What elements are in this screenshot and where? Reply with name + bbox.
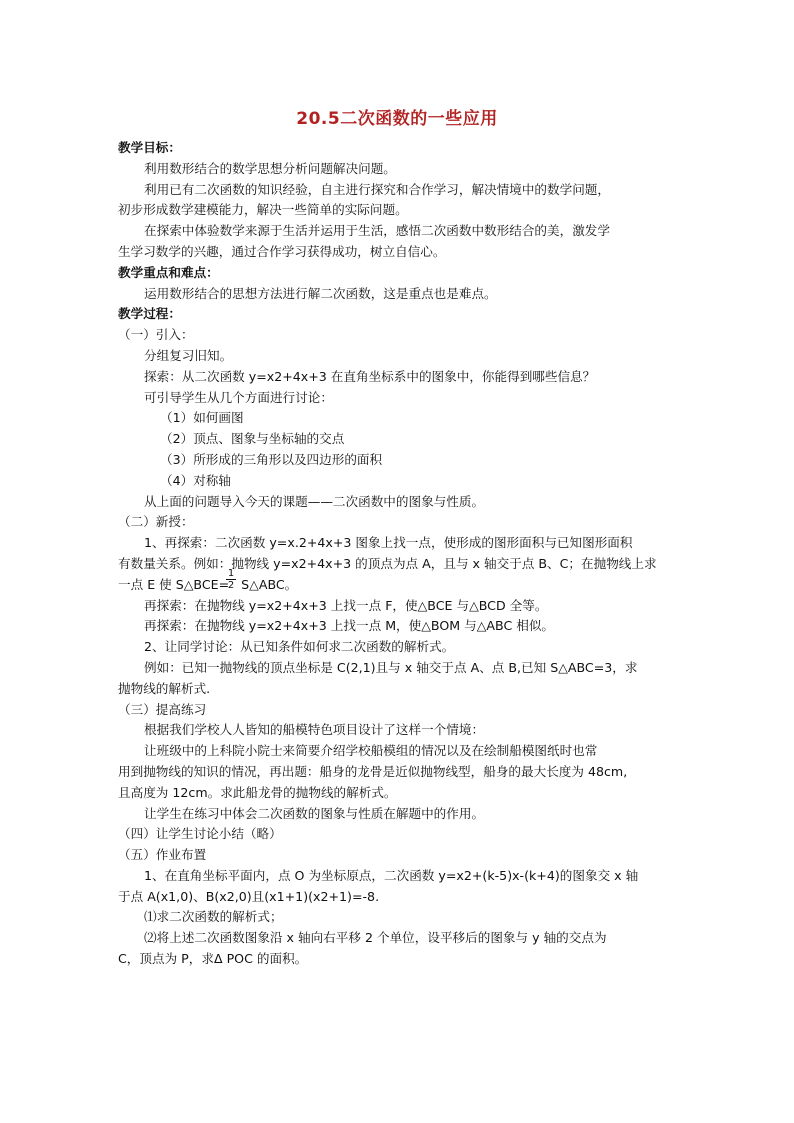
paragraph-line: 1、在直角坐标平面内，点 O 为坐标原点，二次函数 y=x2+(k-5)x-(k+4)的图象交 x 轴: [144, 867, 639, 883]
paragraph-line: 根据我们学校人人皆知的船模特色项目设计了这样一个情境：: [144, 722, 485, 738]
paragraph-line: 再探索：在抛物线 y=x2+4x+3 上找一点 F，使△BCE 与△BCD 全等。: [144, 597, 548, 613]
heading-objectives: 教学目标：: [118, 140, 181, 155]
paragraph-line: 于点 A(x1,0)、B(x2,0)且(x1+1)(x2+1)=-8.: [118, 888, 380, 904]
paragraph-line: 让学生在练习中体会二次函数的图象与性质在解题中的作用。: [144, 805, 485, 821]
section-heading: （二）新授：: [118, 514, 194, 530]
paragraph-line: 利用已有二次函数的知识经验，自主进行探究和合作学习，解决情境中的数学问题，: [144, 181, 610, 197]
paragraph-line: 有数量关系。例如：抛物线 y=x2+4x+3 的顶点为点 A，且与 x 轴交于点 B、C；在抛物线上求: [118, 555, 657, 571]
paragraph-line: 从上面的问题导入今天的课题——二次函数中的图象与性质。: [144, 493, 485, 509]
list-item: （2）顶点、图象与坐标轴的交点: [160, 431, 345, 447]
list-item: （3）所形成的三角形以及四边形的面积: [160, 451, 383, 467]
fraction-line: [118, 567, 678, 596]
paragraph-line: ⑴求二次函数的解析式；: [144, 909, 283, 925]
paragraph-line: 例如：已知一抛物线的顶点坐标是 C(2,1)且与 x 轴交于点 A、点 B,已知 S△ABC=3，求: [144, 659, 638, 675]
section-heading: （一）引入：: [118, 327, 194, 343]
document-body: [118, 138, 678, 970]
fraction: [226, 568, 236, 591]
paragraph-line: 在探索中体验数学来源于生活并运用于生活，感悟二次函数中数形结合的美，激发学: [144, 223, 610, 239]
fraction-numerator: 1: [227, 567, 235, 579]
paragraph-line: ⑵将上述二次函数图象沿 x 轴向右平移 2 个单位，设平移后的图象与 y 轴的交点为: [144, 930, 607, 946]
section-heading: （三）提高练习: [118, 701, 207, 717]
paragraph-line: 让班级中的上科院小院士来简要介绍学校船模组的情况以及在绘制船模图纸时也常: [144, 743, 598, 759]
paragraph-line: 可引导学生从几个方面进行讨论：: [144, 389, 333, 405]
fraction-line-end: S△ABC。: [241, 576, 298, 592]
fraction-denominator: 2: [227, 579, 235, 591]
paragraph-line: 利用数形结合的数学思想分析问题解决问题。: [144, 160, 396, 176]
paragraph-line: C，顶点为 P，求Δ POC 的面积。: [118, 951, 308, 967]
paragraph-line: 生学习数学的兴趣，通过合作学习获得成功，树立自信心。: [118, 243, 446, 259]
paragraph-line: 分组复习旧知。: [144, 347, 233, 363]
section-heading: （四）让学生讨论小结（略）: [118, 826, 282, 842]
paragraph-line: 2、让同学讨论：从已知条件如何求二次函数的解析式。: [144, 639, 455, 655]
heading-process: 教学过程：: [118, 306, 181, 322]
heading-key-points: 教学重点和难点：: [118, 264, 219, 280]
paragraph-line: 且高度为 12cm。求此船龙骨的抛物线的解析式。: [118, 784, 397, 800]
paragraph-line: 初步形成数学建模能力，解决一些简单的实际问题。: [118, 202, 408, 218]
list-item: （1）如何画图: [160, 410, 244, 426]
section-heading: （五）作业布置: [118, 847, 207, 863]
paragraph-line: 抛物线的解析式.: [118, 680, 211, 696]
paragraph-line: 用到抛物线的知识的情况，再出题：船身的龙骨是近似抛物线型，船身的最大长度为 48cm,: [118, 763, 628, 779]
list-item: （4）对称轴: [160, 472, 231, 488]
document-title: 20.5二次函数的一些应用: [296, 109, 498, 129]
paragraph-line: 再探索：在抛物线 y=x2+4x+3 上找一点 M，使△BOM 与△ABC 相似。: [144, 618, 555, 634]
paragraph-line: 1、再探索：二次函数 y=x.2+4x+3 图象上找一点，使形成的图形面积与已知图形面积: [144, 535, 633, 551]
paragraph-line: 探索：从二次函数 y=x2+4x+3 在直角坐标系中的图象中，你能得到哪些信息？: [144, 368, 596, 384]
fraction-line-start: 一点 E 使 S△BCE=: [118, 576, 230, 592]
paragraph-line: 运用数形结合的思想方法进行解二次函数，这是重点也是难点。: [144, 285, 497, 301]
